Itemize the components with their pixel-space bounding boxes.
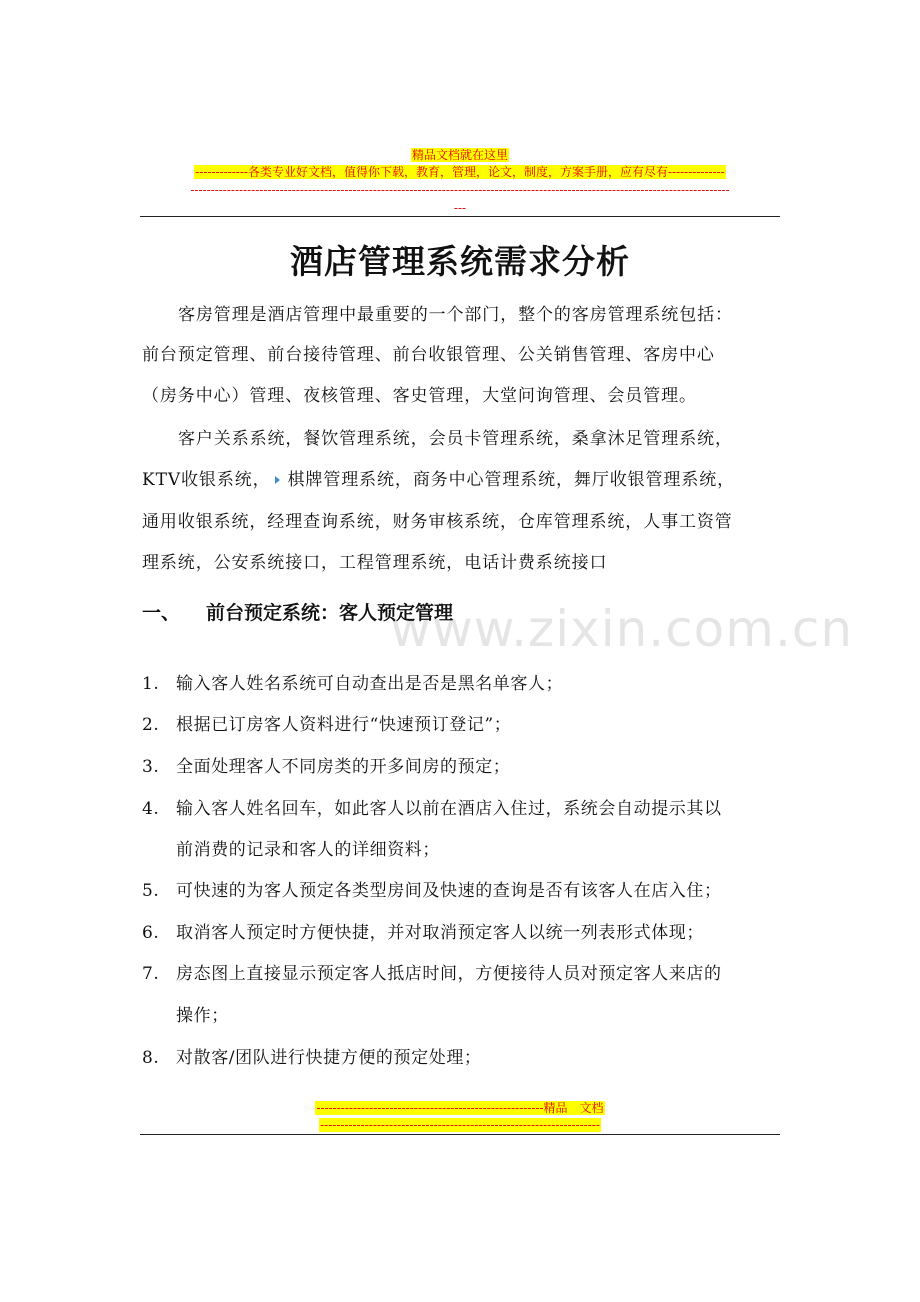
chess-text: 棋牌管理系统，商务中心管理系统，舞厅收银管理系统， [287, 470, 736, 490]
header-dash-short: --- [453, 201, 467, 215]
section-number: 一、 [142, 602, 181, 624]
watermark: www.zixin.com.cn [390, 600, 854, 658]
header-title: 精品文档就在这里 [411, 148, 508, 162]
ktv-text: KTV收银系统， [142, 470, 271, 490]
document-title: 酒店管理系统需求分析 [290, 242, 630, 281]
header-slogan-row [140, 164, 780, 180]
footer-dashes: --------------------------------------------------------------------- [320, 1118, 600, 1132]
list-item: 1. 输入客人姓名系统可自动查出是否是黑名单客人； [142, 674, 564, 694]
intro-p2-line4: 理系统，公安系统接口，工程管理系统，电话计费系统接口 [142, 553, 608, 573]
intro-p1-line3: （房务中心）管理、夜核管理、客史管理，大堂问询管理、会员管理。 [142, 386, 697, 406]
bullet-arrow-icon [275, 476, 280, 484]
footer-line2 [140, 1117, 780, 1133]
list-item: 5. 可快速的为客人预定各类型房间及快速的查询是否有该客人在店入住； [142, 881, 722, 901]
section-title: 前台预定系统：客人预定管理 [206, 602, 454, 624]
list-item: 8. 对散客/团队进行快捷方便的预定处理； [142, 1048, 482, 1068]
header-tagline [140, 147, 780, 163]
list-item: 4. 输入客人姓名回车，如此客人以前在酒店入住过，系统会自动提示其以 [142, 799, 722, 819]
intro-p2-line2 [142, 466, 782, 494]
intro-p2-line1: 客户关系系统，餐饮管理系统，会员卡管理系统，桑拿沐足管理系统， [178, 429, 733, 449]
list-item: 7. 房态图上直接显示预定客人抵店时间，方便接待人员对预定客人来店的 [142, 964, 722, 984]
footer-line1 [140, 1100, 780, 1116]
list-item-continuation: 操作； [176, 1006, 229, 1026]
header-dash-line: ------------------------------------------------------------------------------------------------------------------------------------- [190, 183, 730, 197]
list-item: 3. 全面处理客人不同房类的开多间房的预定； [142, 757, 511, 777]
header-slogan: -------------各类专业好文档，值得你下载，教育，管理，论文，制度，方案手册，应有尽有-------------- [195, 165, 725, 179]
intro-p1-line1: 客房管理是酒店管理中最重要的一个部门，整个的客房管理系统包括： [178, 305, 733, 325]
footer-label: --------------------------------------------------------精品 文档 [316, 1101, 604, 1115]
header-divider [140, 216, 780, 217]
list-item: 6. 取消客人预定时方便快捷，并对取消预定客人以统一列表形式体现； [142, 923, 704, 943]
list-item-continuation: 前消费的记录和客人的详细资料； [176, 840, 440, 860]
list-item: 2. 根据已订房客人资料进行“快速预订登记”； [142, 715, 512, 735]
intro-p2-line3: 通用收银系统，经理查询系统，财务审核系统，仓库管理系统，人事工资管 [142, 512, 733, 532]
intro-p1-line2: 前台预定管理、前台接待管理、前台收银管理、公关销售管理、客房中心 [142, 345, 715, 365]
footer-divider [140, 1134, 780, 1135]
